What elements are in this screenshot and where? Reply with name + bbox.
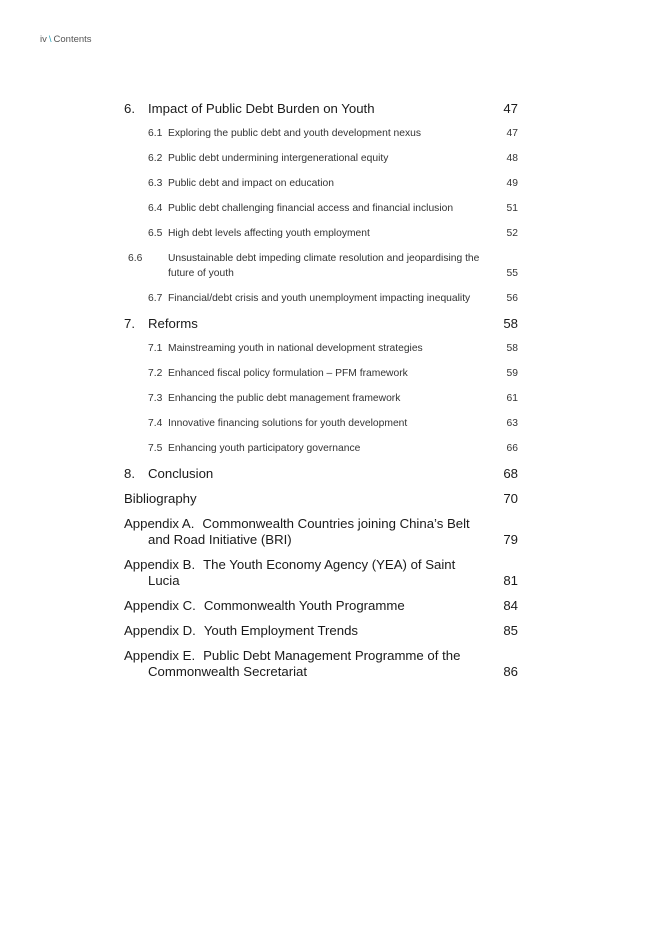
appendix-label: Appendix B. [124,557,196,572]
appendix-title: The Youth Economy Agency (YEA) of Saint Lucia [148,557,456,588]
chapter-number: 6. [124,101,135,116]
section-title: Enhancing the public debt management framework [168,393,401,404]
toc-section-6-6[interactable] [124,251,518,281]
toc-section-7-5[interactable] [124,441,518,456]
appendix-title: Commonwealth Youth Programme [203,598,405,613]
page-number: 66 [506,443,518,454]
toc-section-7-3[interactable] [124,391,518,406]
section-title: High debt levels affecting youth employment [168,228,370,239]
section-number: 6.7 [148,293,163,304]
toc-section-6-1[interactable] [124,126,518,141]
table-of-contents [124,101,518,689]
page-number: 58 [503,316,518,331]
toc-section-6-2[interactable] [124,151,518,166]
chapter-number: 7. [124,316,135,331]
section-title: Exploring the public debt and youth development nexus [168,128,422,139]
toc-section-6-5[interactable] [124,226,518,241]
section-title: Financial/debt crisis and youth unemployment impacting inequality [168,293,471,304]
toc-appendix-d[interactable] [124,623,518,639]
chapter-title: Reforms [148,316,198,331]
toc-section-6-3[interactable] [124,176,518,191]
page-number: 68 [503,466,518,481]
section-title: Public debt and impact on education [168,178,335,189]
section-number: 6.2 [148,153,163,164]
running-header [40,34,92,45]
appendix-label: Appendix E. [124,648,196,663]
section-number: 6.4 [148,203,163,214]
toc-appendix-e[interactable] [124,648,518,680]
page-number: 56 [506,293,518,304]
page-number: 47 [503,101,518,116]
section-number: 7.2 [148,368,163,379]
bibliography-title: Bibliography [124,491,197,506]
appendix-title: Commonwealth Countries joining China’s Belt and Road Initiative (BRI) [148,516,470,547]
header-page-number: iv [40,34,47,45]
page-number: 58 [506,343,518,354]
page-number: 81 [503,573,518,588]
page-number: 86 [503,664,518,679]
toc-appendix-a[interactable] [124,516,518,548]
page-number: 85 [503,623,518,638]
page-number: 63 [506,418,518,429]
section-title: Mainstreaming youth in national development strategies [168,343,423,354]
section-number: 7.1 [148,343,163,354]
appendix-title: Public Debt Management Programme of the Commonwealth Secretariat [148,648,461,679]
toc-appendix-b[interactable] [124,557,518,589]
page-number: 52 [506,228,518,239]
page-number: 47 [506,128,518,139]
section-title: Public debt challenging financial access and financial inclusion [168,203,454,214]
toc-chapter-7[interactable] [124,316,518,332]
chapter-title: Impact of Public Debt Burden on Youth [148,101,375,116]
toc-bibliography[interactable] [124,491,518,507]
page-number: 59 [506,368,518,379]
section-title: Unsustainable debt impeding climate resolution and jeopardising the future of youth [168,253,480,279]
page-number: 55 [506,268,518,279]
appendix-label: Appendix C. [124,598,196,613]
section-number: 6.5 [148,228,163,239]
section-number: 6.3 [148,178,163,189]
section-title: Enhanced fiscal policy formulation – PFM framework [168,368,408,379]
toc-section-6-4[interactable] [124,201,518,216]
header-section-title: Contents [53,34,92,45]
appendix-label: Appendix D. [124,623,196,638]
chapter-title: Conclusion [148,466,214,481]
section-number: 7.5 [148,443,163,454]
section-number: 7.4 [148,418,163,429]
page-number: 70 [503,491,518,506]
page-number: 84 [503,598,518,613]
toc-section-7-2[interactable] [124,366,518,381]
toc-chapter-6[interactable] [124,101,518,117]
chapter-number: 8. [124,466,135,481]
toc-section-7-1[interactable] [124,341,518,356]
toc-appendix-c[interactable] [124,598,518,614]
page-number: 49 [506,178,518,189]
toc-section-7-4[interactable] [124,416,518,431]
appendix-title: Youth Employment Trends [203,623,359,638]
page-number: 79 [503,532,518,547]
section-title: Enhancing youth participatory governance [168,443,361,454]
toc-section-6-7[interactable] [124,291,518,306]
section-number: 6.1 [148,128,163,139]
page-number: 51 [506,203,518,214]
section-number: 6.6 [128,253,143,264]
appendix-label: Appendix A. [124,516,195,531]
section-title: Public debt undermining intergenerational equity [168,153,389,164]
section-title: Innovative financing solutions for youth development [168,418,408,429]
page-number: 61 [506,393,518,404]
toc-chapter-8[interactable] [124,466,518,482]
section-number: 7.3 [148,393,163,404]
header-separator: \ [48,34,52,45]
page-number: 48 [506,153,518,164]
